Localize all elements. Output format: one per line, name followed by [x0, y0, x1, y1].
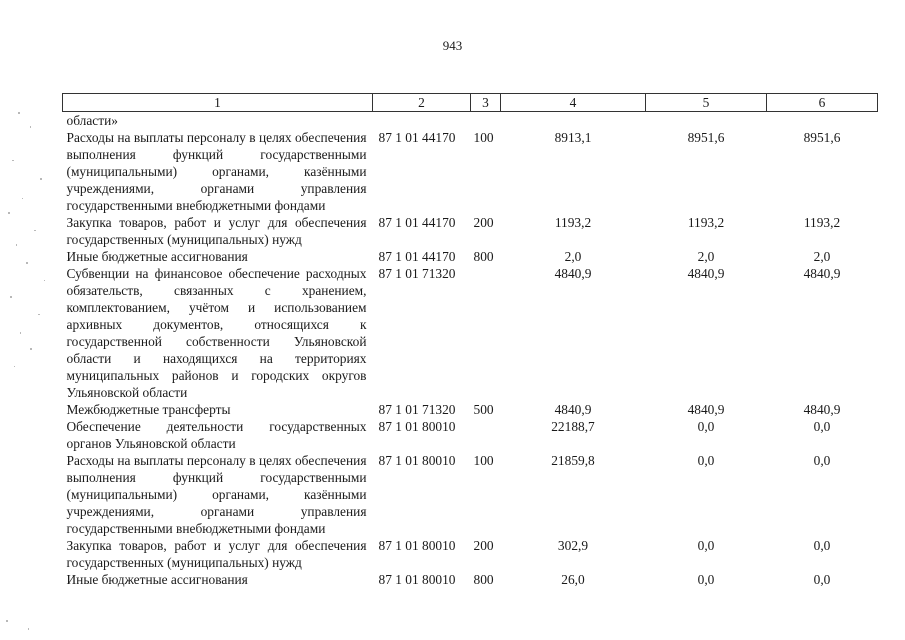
table-row	[63, 248, 878, 265]
cell-target-code: 87 1 01 80010	[378, 538, 456, 553]
header-col-4: 4	[501, 94, 646, 112]
header-col-6: 6	[767, 94, 878, 112]
cell-expense-type: 200	[473, 215, 494, 230]
cell-amount-col6: 0,0	[813, 538, 831, 553]
cell-amount-col5: 8951,6	[687, 130, 725, 145]
cell-amount-col6	[767, 112, 878, 130]
cell-amount-col5: 4840,9	[687, 266, 725, 281]
cell-expense-type	[471, 265, 501, 401]
cell-amount-col6: 0,0	[813, 572, 831, 587]
table-row	[63, 214, 878, 248]
table-row	[63, 537, 878, 571]
cell-amount-col6: 1193,2	[803, 215, 841, 230]
cell-target-code: 87 1 01 44170	[378, 215, 456, 230]
cell-amount-col4: 1193,2	[554, 215, 592, 230]
cell-target-code: 87 1 01 71320	[378, 402, 456, 417]
cell-amount-col5: 0,0	[697, 419, 715, 434]
cell-amount-col4: 4840,9	[554, 266, 592, 281]
cell-expense-type: 800	[473, 572, 494, 587]
cell-expense-type: 200	[473, 538, 494, 553]
table-row	[63, 452, 878, 537]
cell-amount-col6: 0,0	[813, 419, 831, 434]
table-row	[63, 265, 878, 401]
cell-amount-col5	[646, 112, 767, 130]
cell-description: Закупка товаров, работ и услуг для обеспечения государственных (муниципальных) нужд	[66, 215, 367, 247]
cell-description: Расходы на выплаты персоналу в целях обеспечения выполнения функций государственными (муниципальными) органами, казёнными учреждениями, органами управления государственными внебюджетными фондами	[66, 130, 367, 213]
cell-amount-col5: 1193,2	[687, 215, 725, 230]
cell-description: Иные бюджетные ассигнования	[66, 572, 248, 587]
cell-description: Субвенции на финансовое обеспечение расходных обязательств, связанных с хранением, комплектованием, учётом и использованием архивных документов, относящихся к государственной собственности Ульяновской области и находящихся на территориях муниципальных районов и городских округов Ульяновской области	[66, 266, 367, 400]
cell-amount-col5: 0,0	[697, 453, 715, 468]
page-number: 943	[442, 38, 463, 53]
table-row	[63, 129, 878, 214]
cell-description: Закупка товаров, работ и услуг для обеспечения государственных (муниципальных) нужд	[66, 538, 367, 570]
cell-amount-col4: 26,0	[561, 572, 585, 587]
header-col-2: 2	[373, 94, 471, 112]
table-row	[63, 418, 878, 452]
header-col-3: 3	[471, 94, 501, 112]
cell-expense-type	[471, 112, 501, 130]
cell-target-code: 87 1 01 44170	[378, 130, 456, 145]
cell-description: Межбюджетные трансферты	[66, 402, 231, 417]
header-row	[63, 94, 878, 112]
cell-amount-col5: 2,0	[697, 249, 715, 264]
cell-target-code: 87 1 01 71320	[378, 266, 456, 281]
header-col-1: 1	[63, 94, 373, 112]
cell-expense-type: 800	[473, 249, 494, 264]
cell-amount-col4: 8913,1	[554, 130, 592, 145]
budget-table	[62, 93, 878, 588]
cell-amount-col4: 302,9	[557, 538, 589, 553]
cell-amount-col5: 0,0	[697, 538, 715, 553]
cell-amount-col4: 2,0	[564, 249, 582, 264]
cell-amount-col6: 2,0	[813, 249, 831, 264]
cell-expense-type: 500	[473, 402, 494, 417]
cell-amount-col6: 4840,9	[803, 266, 841, 281]
cell-description: Иные бюджетные ассигнования	[66, 249, 248, 264]
table-row	[63, 112, 878, 130]
cell-amount-col6: 4840,9	[803, 402, 841, 417]
header-col-5: 5	[646, 94, 767, 112]
cell-target-code: 87 1 01 80010	[378, 453, 456, 468]
cell-amount-col4	[501, 112, 646, 130]
budget-table-container	[62, 93, 877, 588]
cell-target-code: 87 1 01 80010	[378, 572, 456, 587]
cell-amount-col4: 21859,8	[551, 453, 595, 468]
cell-amount-col4: 22188,7	[551, 419, 595, 434]
cell-description: Расходы на выплаты персоналу в целях обеспечения выполнения функций государственными (муниципальными) органами, казёнными учреждениями, органами управления государственными внебюджетными фондами	[66, 453, 367, 536]
cell-description: Обеспечение деятельности государственных органов Ульяновской области	[66, 419, 367, 451]
cell-amount-col6: 0,0	[813, 453, 831, 468]
table-row	[63, 401, 878, 418]
cell-amount-col5: 4840,9	[687, 402, 725, 417]
cell-description: области»	[66, 113, 118, 128]
cell-amount-col6: 8951,6	[803, 130, 841, 145]
cell-amount-col4: 4840,9	[554, 402, 592, 417]
cell-expense-type: 100	[473, 453, 494, 468]
cell-target-code: 87 1 01 44170	[378, 249, 456, 264]
cell-expense-type	[471, 418, 501, 452]
cell-target-code: 87 1 01 80010	[378, 419, 456, 434]
cell-amount-col5: 0,0	[697, 572, 715, 587]
cell-expense-type: 100	[473, 130, 494, 145]
cell-target-code	[373, 112, 471, 130]
table-body	[63, 112, 878, 589]
table-row	[63, 571, 878, 588]
